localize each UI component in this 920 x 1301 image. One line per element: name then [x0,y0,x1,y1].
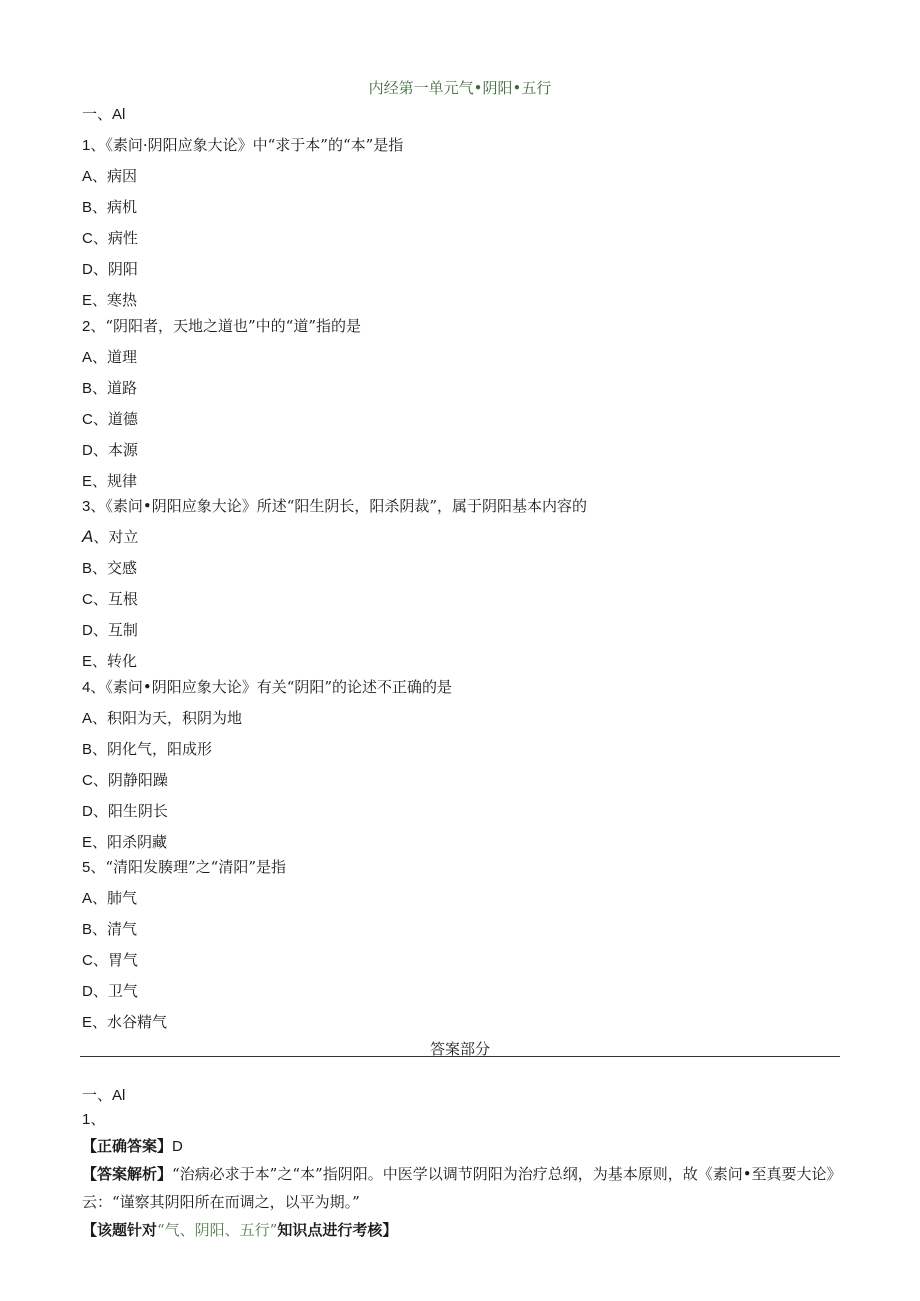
option-a[interactable] [82,347,137,368]
question-number: 5 [82,859,91,876]
option-c[interactable] [82,589,138,610]
option-b[interactable] [82,197,137,218]
topic-prefix: 【该题针对 [82,1221,158,1239]
option-letter: E [82,653,93,670]
option-text: 、互制 [92,621,138,639]
option-text: 、水谷精气 [92,1013,168,1031]
option-e[interactable] [82,290,137,311]
analysis-label: 【答案解析】 [82,1165,173,1183]
option-letter: A [82,527,94,546]
option-text: 、规律 [92,472,138,490]
option-text: 、卫气 [92,982,138,1000]
option-letter: A [82,710,93,727]
topic-suffix: 知识点进行考核】 [277,1221,398,1239]
option-e[interactable] [82,832,167,853]
option-e[interactable] [82,471,137,492]
option-a[interactable] [82,527,138,547]
question-stem [82,135,403,156]
option-a[interactable] [82,888,137,909]
option-d[interactable] [82,801,168,822]
correct-answer-line [82,1136,183,1157]
option-b[interactable] [82,558,137,579]
question-text: 、“阴阳者，天地之道也”中的“道”指的是 [90,317,362,335]
option-text: 、阴化气，阳成形 [92,740,213,758]
option-letter: D [82,983,93,1000]
question-number: 3 [82,498,91,515]
question-text: 、《素问·阴阳应象大论》中“求于本”的“本”是指 [90,136,404,154]
option-a[interactable] [82,708,242,729]
option-text: 、病机 [92,198,138,216]
option-letter: D [82,803,93,820]
option-c[interactable] [82,228,138,249]
option-text: 、积阳为天，积阴为地 [92,709,243,727]
option-text: 、阴阳 [92,260,138,278]
question-text: 、《素问•阴阳应象大论》所述“阳生阴长，阳杀阴裁”，属于阴阳基本内容的 [90,497,588,515]
option-text: 、寒热 [92,291,138,309]
answer-heading: 答案部分 [429,1040,490,1058]
option-text: 、互根 [92,590,138,608]
option-b[interactable] [82,739,212,760]
correct-answer-label: 【正确答案】 [82,1137,173,1155]
question-number: 4 [82,679,91,696]
option-letter: B [82,380,93,397]
option-letter: E [82,292,93,309]
option-text: 、对立 [93,528,139,546]
option-letter: C [82,952,93,969]
option-d[interactable] [82,259,138,280]
divider [80,1056,840,1057]
option-e[interactable] [82,651,137,672]
option-text: 、病因 [92,167,138,185]
option-letter: C [82,411,93,428]
option-text: 、道路 [92,379,138,397]
answer-analysis [82,1160,842,1244]
topic-name: “气、阴阳、五行” [157,1221,278,1239]
option-letter: A [82,890,93,907]
option-letter: C [82,230,93,247]
question-number: 2 [82,318,91,335]
question-stem [82,857,286,878]
option-letter: A [82,349,93,366]
option-letter: E [82,1014,93,1031]
option-c[interactable] [82,950,138,971]
question-text: 、“清阳发腠理”之“清阳”是指 [90,858,287,876]
answer-section-heading: 一、Al [82,1087,126,1104]
option-text: 、胃气 [92,951,138,969]
analysis-text: “治病必求于本”之“本”指阴阳。中医学以调节阴阳为治疗总纲，为基本原则，故《素问•至真要大论》云：“谨察其阴阳所在而调之，以平为期。” [82,1165,842,1211]
option-b[interactable] [82,378,137,399]
question-text: 、《素问•阴阳应象大论》有关“阴阳”的论述不正确的是 [90,678,453,696]
option-d[interactable] [82,620,138,641]
option-text: 、清气 [92,920,138,938]
option-a[interactable] [82,166,137,187]
option-text: 、道理 [92,348,138,366]
option-d[interactable] [82,440,138,461]
option-text: 、阴静阳躁 [92,771,168,789]
option-letter: C [82,591,93,608]
question-stem [82,677,452,698]
option-letter: D [82,261,93,278]
option-letter: D [82,442,93,459]
option-text: 、阳杀阴藏 [92,833,168,851]
option-b[interactable] [82,919,137,940]
option-letter: E [82,834,93,851]
option-e[interactable] [82,1012,167,1033]
question-number: 1 [82,137,91,154]
page-title: 内经第一单元气•阴阳•五行 [368,79,552,97]
option-c[interactable] [82,770,168,791]
option-text: 、阳生阴长 [92,802,168,820]
question-stem [82,316,361,337]
option-text: 、交感 [92,559,138,577]
option-letter: D [82,622,93,639]
answer-item-number: 1、 [82,1111,106,1128]
question-stem [82,496,587,517]
correct-answer-value: D [172,1138,183,1155]
option-c[interactable] [82,409,138,430]
option-text: 、病性 [92,229,138,247]
option-letter: B [82,199,93,216]
option-letter: A [82,168,93,185]
option-letter: B [82,741,93,758]
option-text: 、肺气 [92,889,138,907]
option-text: 、道德 [92,410,138,428]
option-letter: B [82,921,93,938]
section-heading: 一、Al [82,106,126,123]
option-text: 、本源 [92,441,138,459]
option-d[interactable] [82,981,138,1002]
option-letter: B [82,560,93,577]
option-text: 、转化 [92,652,138,670]
option-letter: C [82,772,93,789]
option-letter: E [82,473,93,490]
